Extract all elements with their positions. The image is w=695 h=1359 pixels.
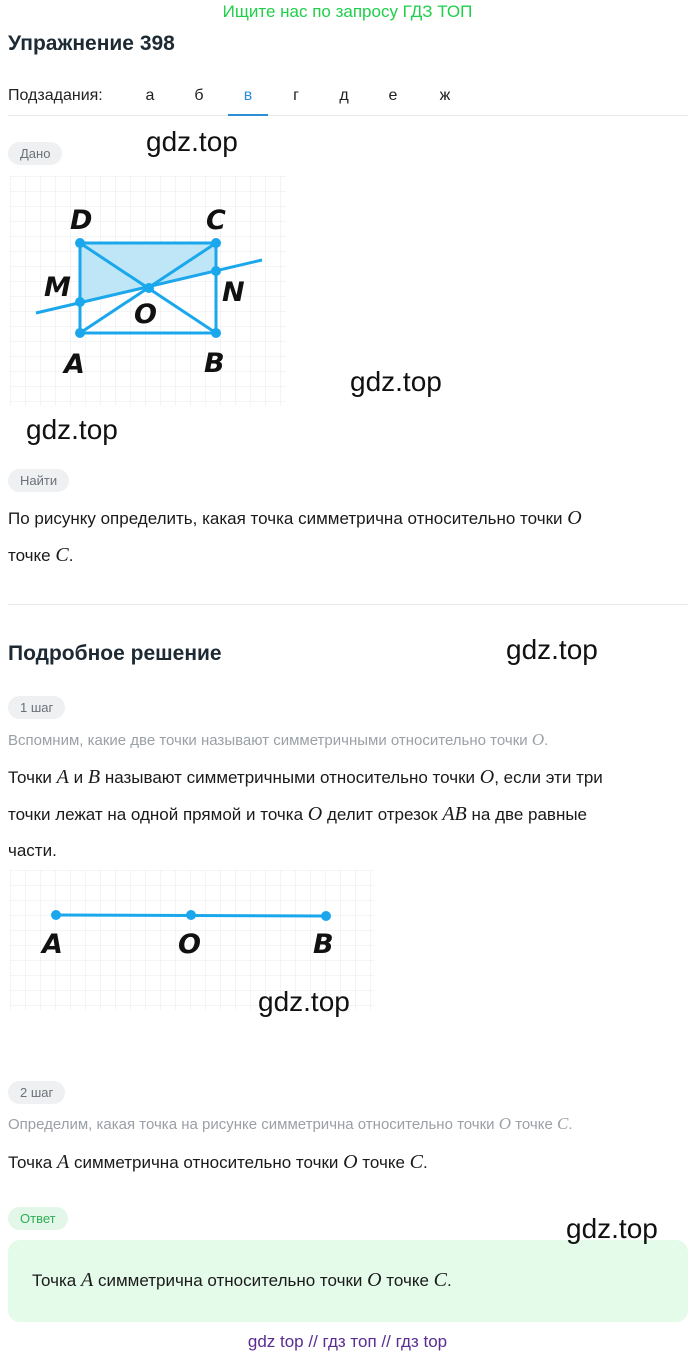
footer-link-2[interactable]: гдз топ xyxy=(322,1332,377,1351)
var-c: C xyxy=(409,1151,423,1173)
watermark: gdz.top xyxy=(26,414,118,445)
var-ab: AB xyxy=(442,803,467,825)
given-pill: Дано xyxy=(8,142,62,165)
step2-hint-end: . xyxy=(568,1116,573,1133)
var-o: O xyxy=(307,803,323,825)
var-o: O xyxy=(479,766,495,788)
footer-separator: // xyxy=(308,1332,318,1351)
label-m: M xyxy=(44,272,71,303)
step2-pill: 2 шаг xyxy=(8,1081,65,1104)
answer-end: . xyxy=(447,1271,452,1290)
find-text-b: точке xyxy=(8,546,51,565)
watermark: gdz.top xyxy=(350,366,442,397)
answer-box xyxy=(8,1240,688,1322)
point-o xyxy=(186,910,196,920)
tab-e[interactable]: е xyxy=(388,87,398,104)
step1-line2-b: делит отрезок xyxy=(326,805,438,824)
var-a: A xyxy=(81,1269,94,1291)
tab-b[interactable]: б xyxy=(194,87,204,104)
point-o xyxy=(144,283,154,293)
step1-line2-c: на две равные xyxy=(471,805,588,824)
footer-separator: // xyxy=(381,1332,391,1351)
label-o: O xyxy=(178,929,201,960)
answer-t3: точке xyxy=(386,1271,429,1290)
step2-t2: симметрична относительно точки xyxy=(73,1153,339,1172)
step1-p2: называют симметричными относительно точки xyxy=(104,768,476,787)
subtasks-label: Подзадания: xyxy=(8,87,103,104)
watermark: gdz.top xyxy=(146,126,238,157)
var-o: O xyxy=(367,1269,382,1291)
step2-end: . xyxy=(423,1153,428,1172)
step2-text xyxy=(8,1144,428,1181)
label-a: A xyxy=(64,349,85,380)
step2-hint-b: точке xyxy=(515,1116,553,1133)
divider xyxy=(8,604,688,605)
var-b: B xyxy=(87,766,101,788)
point-b xyxy=(321,911,331,921)
footer-links xyxy=(0,1332,695,1352)
point-c xyxy=(211,238,221,248)
answer-t2: симметрична относительно точки xyxy=(97,1271,363,1290)
step1-definition xyxy=(8,759,688,869)
find-pill: Найти xyxy=(8,469,69,492)
var-c: C xyxy=(556,1114,569,1133)
promo-banner: Ищите нас по запросу ГДЗ ТОП xyxy=(222,2,473,21)
var-o: O xyxy=(343,1151,358,1173)
label-d: D xyxy=(70,205,93,236)
step1-p1: Точки xyxy=(8,768,52,787)
find-text-a: По рисунку определить, какая точка симметрична относительно точки xyxy=(8,509,563,528)
step1-hint-end: . xyxy=(544,732,549,749)
answer-text xyxy=(32,1262,452,1299)
label-b: B xyxy=(204,348,225,379)
find-text xyxy=(8,500,678,574)
var-c: C xyxy=(55,544,69,566)
label-b: B xyxy=(313,929,334,960)
subtasks-nav xyxy=(8,80,688,116)
step2-hint-a: Определим, какая точка на рисунке симметрична относительно точки xyxy=(8,1116,495,1133)
tab-a[interactable]: а xyxy=(145,87,155,104)
step2-hint xyxy=(8,1114,572,1134)
step1-line2-a: точки лежат на одной прямой и точка xyxy=(8,805,304,824)
label-a: A xyxy=(42,929,63,960)
point-n xyxy=(211,266,221,276)
find-end: . xyxy=(68,546,74,565)
point-d xyxy=(75,238,85,248)
step1-hint xyxy=(8,730,548,750)
label-o: O xyxy=(134,299,157,330)
point-a xyxy=(51,910,61,920)
tab-g[interactable]: г xyxy=(293,87,299,104)
step2-t1: Точка xyxy=(8,1153,53,1172)
step1-line3: части. xyxy=(8,841,57,860)
given-figure xyxy=(10,176,290,408)
step1-pill: 1 шаг xyxy=(8,696,65,719)
label-c: C xyxy=(206,205,226,236)
label-n: N xyxy=(222,277,245,308)
var-o: O xyxy=(498,1114,512,1133)
step1-hint-var: O xyxy=(531,730,545,749)
solution-title: Подробное решение xyxy=(8,642,222,665)
answer-t1: Точка xyxy=(32,1271,77,1290)
step1-p3: , если эти три xyxy=(494,768,603,787)
tab-d[interactable]: д xyxy=(339,87,349,104)
step1-and: и xyxy=(73,768,84,787)
watermark: gdz.top xyxy=(566,1213,658,1244)
var-a: A xyxy=(57,1151,70,1173)
step1-hint-text: Вспомним, какие две точки называют симметричными относительно точки xyxy=(8,732,528,749)
watermark: gdz.top xyxy=(506,634,598,665)
point-a xyxy=(75,328,85,338)
var-o: O xyxy=(567,507,582,529)
tab-v[interactable]: в xyxy=(228,87,268,116)
point-m xyxy=(75,297,85,307)
point-b xyxy=(211,328,221,338)
footer-link-1[interactable]: gdz top xyxy=(247,1332,304,1351)
var-c: C xyxy=(433,1269,447,1291)
step2-t3: точке xyxy=(362,1153,405,1172)
watermark: gdz.top xyxy=(258,986,350,1017)
tab-zh[interactable]: ж xyxy=(439,87,451,104)
footer-link-3[interactable]: гдз top xyxy=(395,1332,448,1351)
var-a: A xyxy=(56,766,69,788)
page-title: Упражнение 398 xyxy=(8,32,175,55)
answer-pill: Ответ xyxy=(8,1207,68,1230)
